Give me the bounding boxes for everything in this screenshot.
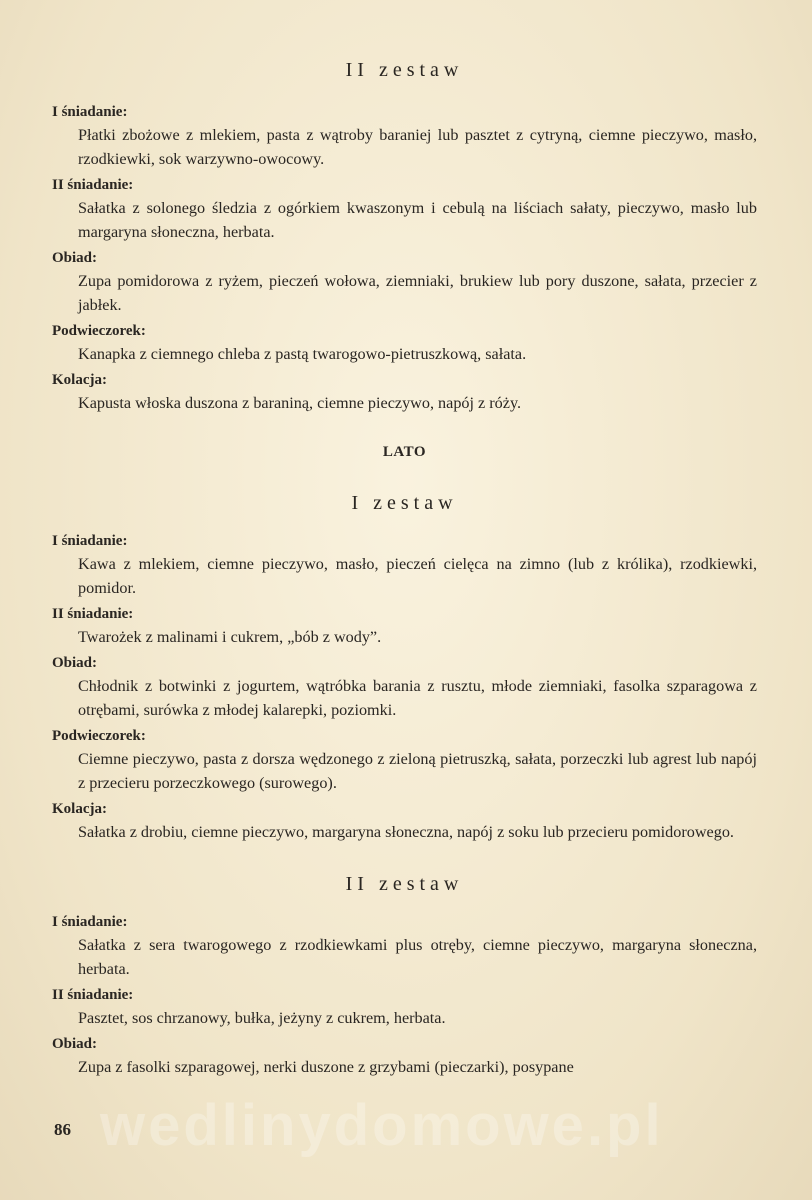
meal-desc: Sałatka z sera twarogowego z rzodkiewkami plus otręby, ciemne pieczywo, margaryna słoneczna, herbata.	[78, 936, 757, 978]
meal-supper	[52, 799, 757, 844]
meal-desc: Zupa z fasolki szparagowej, nerki duszone z grzybami (pieczarki), posypane	[78, 1058, 574, 1076]
meal-name: Podwieczorek:	[52, 728, 146, 744]
meal-name: Obiad:	[52, 1036, 98, 1052]
meal-name: Obiad:	[52, 250, 98, 266]
meal-supper	[52, 370, 757, 415]
meal-breakfast-1	[52, 531, 757, 600]
meal-desc: Twarożek z malinami i cukrem, „bób z wody”.	[78, 628, 382, 646]
meal-desc: Pasztet, sos chrzanowy, bułka, jeżyny z cukrem, herbata.	[78, 1009, 446, 1027]
meal-desc: Chłodnik z botwinki z jogurtem, wątróbka barania z rusztu, młode ziemniaki, fasolka szparagowa z otrębami, surówka z młodej kalarepki, poziomki.	[78, 677, 757, 719]
meal-dinner	[52, 1034, 757, 1079]
meal-name: II śniadanie:	[52, 177, 134, 193]
set-title-i: I zestaw	[351, 492, 458, 514]
page-number: 86	[54, 1120, 71, 1139]
meal-breakfast-1	[52, 102, 757, 171]
meal-breakfast-2	[52, 175, 757, 244]
meal-breakfast-1	[52, 912, 757, 981]
meal-desc: Kapusta włoska duszona z baraniną, ciemne pieczywo, napój z róży.	[78, 394, 522, 412]
meal-name: I śniadanie:	[52, 914, 128, 930]
meal-desc: Płatki zbożowe z mlekiem, pasta z wątroby baraniej lub pasztet z cytryną, ciemne pieczywo, masło, rzodkiewki, sok warzywno-owocowy.	[78, 126, 757, 168]
meal-dinner	[52, 248, 757, 317]
meal-desc: Sałatka z drobiu, ciemne pieczywo, margaryna słoneczna, napój z soku lub przecieru pomidorowego.	[78, 823, 734, 841]
meal-name: I śniadanie:	[52, 104, 128, 120]
meal-afternoon-snack	[52, 726, 757, 795]
meal-name: Kolacja:	[52, 372, 107, 388]
meal-desc: Ciemne pieczywo, pasta z dorsza wędzonego z zieloną pietruszką, sałata, porzeczki lub agrest lub napój z przecieru porzeczkowego (surowego).	[78, 750, 757, 792]
meal-name: II śniadanie:	[52, 606, 134, 622]
meal-name: I śniadanie:	[52, 533, 128, 549]
set-title-ii: II zestaw	[345, 59, 464, 81]
meal-breakfast-2	[52, 604, 757, 649]
meal-dinner	[52, 653, 757, 722]
meal-desc: Kawa z mlekiem, ciemne pieczywo, masło, pieczeń cielęca na zimno (lub z królika), rzodkiewki, pomidor.	[78, 555, 757, 597]
meal-name: Kolacja:	[52, 801, 107, 817]
season-title: LATO	[382, 444, 427, 460]
meal-desc: Zupa pomidorowa z ryżem, pieczeń wołowa, ziemniaki, brukiew lub pory duszone, sałata, przecier z jabłek.	[78, 272, 757, 314]
meal-name: Podwieczorek:	[52, 323, 146, 339]
meal-name: Obiad:	[52, 655, 98, 671]
set-title-ii: II zestaw	[345, 873, 464, 895]
meal-breakfast-2	[52, 985, 757, 1030]
meal-desc: Sałatka z solonego śledzia z ogórkiem kwaszonym i cebulą na liściach sałaty, pieczywo, masło lub margaryna słoneczna, herbata.	[78, 199, 757, 241]
page-content	[52, 56, 757, 1079]
watermark: wedlinydomowe.pl	[100, 1093, 664, 1158]
meal-afternoon-snack	[52, 321, 757, 366]
meal-desc: Kanapka z ciemnego chleba z pastą twarogowo-pietruszkową, sałata.	[78, 345, 527, 363]
meal-name: II śniadanie:	[52, 987, 134, 1003]
